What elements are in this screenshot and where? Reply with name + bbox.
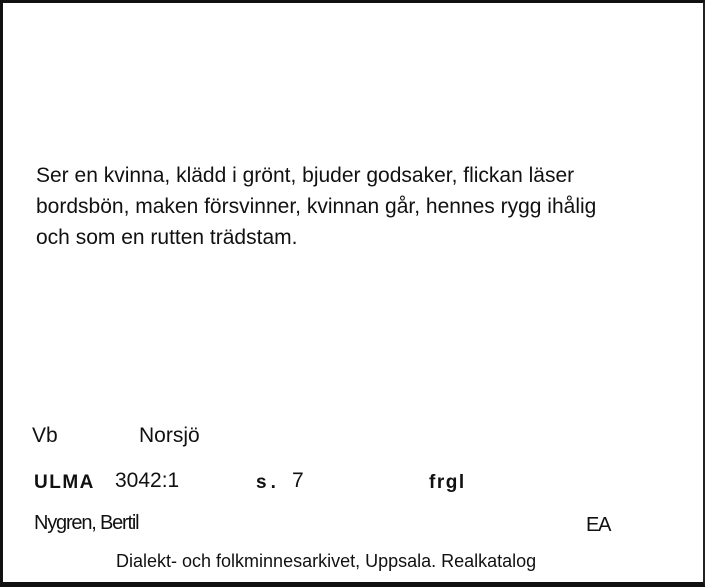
card-description xyxy=(36,160,686,253)
archive-code: ULMA xyxy=(34,472,95,493)
description-line-2: bordsbön, maken försvinner, kvinnan går, hennes rygg ihålig xyxy=(36,195,597,218)
informant-name: Nygren, Bertil xyxy=(34,512,139,534)
category-code: frgl xyxy=(429,472,466,493)
recorder-initials: EA xyxy=(586,514,611,536)
accession-number: 3042:1 xyxy=(115,469,180,492)
archive-footer: Dialekt- och folkminnesarkivet, Uppsala. Realkatalog xyxy=(116,551,537,571)
parish-name: Norsjö xyxy=(139,424,200,447)
description-line-1: Ser en kvinna, klädd i grönt, bjuder godsaker, flickan läser xyxy=(36,164,575,187)
region-code: Vb xyxy=(32,424,58,447)
page-number: 7 xyxy=(292,469,304,492)
page-label: s. xyxy=(256,472,280,493)
description-line-3: och som en rutten trädstam. xyxy=(36,226,298,249)
